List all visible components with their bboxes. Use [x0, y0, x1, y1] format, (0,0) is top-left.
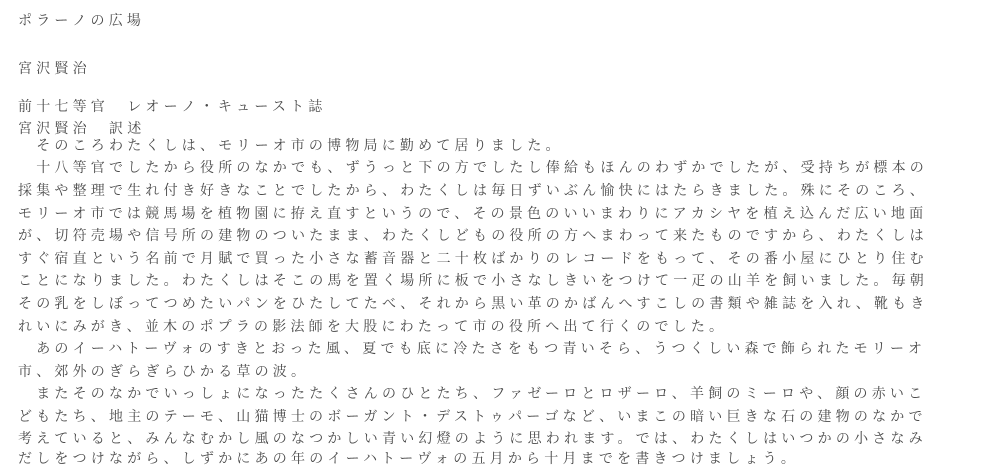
body-line: そのころわたくしは、モリーオ市の博物局に勤めて居りました。 [18, 138, 564, 154]
body-line: 十八等官でしたから役所のなかでも、ずうっと下の方でしたし俸給もほんのわずかでしたが、受持ちが標本の [18, 160, 928, 176]
body-line: またそのなかでいっしょになったたくさんのひとたち、ファゼーロとロザーロ、羊飼のミーロや、顔の赤いこ [18, 386, 927, 402]
document-title: ポラーノの広場 [18, 13, 146, 29]
body-line: ことになりました。わたくしはそこの馬を置く場所に板で小さなしきいをつけて一疋の山羊を飼いました。毎朝 [18, 273, 928, 289]
body-line: すぐ宿直という名前で月賦で買った小さな蓄音器と二十枚ばかりのレコードをもって、その番小屋にひとり住む [18, 251, 928, 267]
body-line: 考えていると、みんなむかし風のなつかしい青い幻燈のように思われます。では、わたくしはいつかの小さなみ [18, 431, 927, 447]
byline-translator: 宮沢賢治 訳述 [18, 121, 146, 137]
body-line: どもたち、地主のテーモ、山猫博士のボーガント・デストゥパーゴなど、いまこの暗い巨きな石の建物のなかで [18, 409, 927, 425]
body-line: その乳をしぼってつめたいパンをひたしてたべ、それから黒い革のかばんへすこしの書類や雑誌を入れ、靴もき [18, 296, 929, 312]
document-author: 宮沢賢治 [18, 61, 91, 77]
body-line: だしをつけながら、しずかにあの年のイーハトーヴォの五月から十月までを書きつけましょう。 [18, 451, 800, 467]
body-line: が、切符売場や信号所の建物のついたまま、わたくしどもの役所の方へまわって来たものですから、わたくしは [18, 228, 928, 244]
body-line: れいにみがき、並木のポプラの影法師を大股にわたって市の役所へ出て行くのでした。 [18, 319, 728, 335]
body-line: 採集や整理で生れ付き好きなことでしたから、わたくしは毎日ずいぶん愉快にはたらきました。殊にそのころ、 [18, 183, 928, 199]
body-line: 市、郊外のぎらぎらひかる草の波。 [18, 364, 310, 380]
body-line: モリーオ市では競馬場を植物園に拵え直すというので、その景色のいいまわりにアカシヤを植え込んだ広い地面 [18, 206, 928, 222]
body-line: あのイーハトーヴォのすきとおった風、夏でも底に冷たさをもつ青いそら、うつくしい森で飾られたモリーオ [18, 341, 927, 357]
byline-translator-original: 前十七等官 レオーノ・キュースト誌 [18, 99, 327, 115]
